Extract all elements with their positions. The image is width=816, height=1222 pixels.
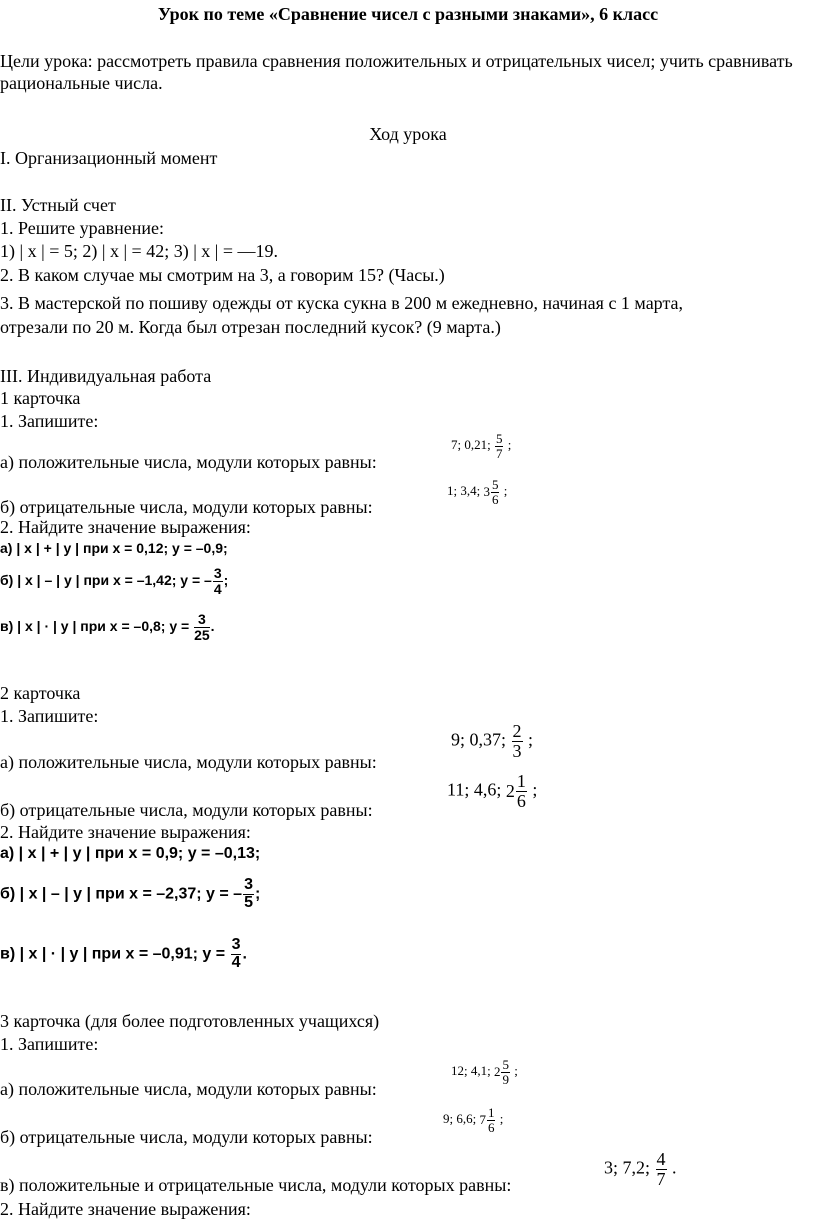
card-3-find: 2. Найдите значение выражения: <box>0 1199 251 1219</box>
card-3-both-label: в) положительные и отрицательные числа, модули которых равны: <box>0 1175 512 1195</box>
card-2-write: 1. Запишите: <box>0 706 99 726</box>
card-2-find: 2. Найдите значение выражения: <box>0 822 251 842</box>
card-2-negative-label: б) отрицательные числа, модули которых равны: <box>0 800 373 820</box>
fraction: $\frac{5}{7}$ <box>495 431 503 461</box>
card-3-positive-label: а) положительные числа, модули которых равны: <box>0 1079 377 1099</box>
card-2-expression-a: а) | x | + | y | при х = 0,9; y = –0,13; <box>0 845 261 862</box>
card-3-title: 3 карточка (для более подготовленных учащихся) <box>0 1011 380 1031</box>
card-1-negative-label: б) отрицательные числа, модули которых равны: <box>0 497 373 517</box>
oral-item-2: 2. В каком случае мы смотрим на 3, а говорим 15? (Часы.) <box>0 265 445 285</box>
mixed-number: 3 $\frac{5}{6}$ <box>483 477 499 507</box>
section-2-heading: II. Устный счет <box>0 195 116 215</box>
card-1-expression-b: б) | x | – | y | при х = –1,42; y = – $\frac{3}{4}$ ; <box>0 565 229 597</box>
card-2-negative-values: 11; 4,6; 2 $\frac{1}{6}$ ; <box>447 771 538 811</box>
lesson-goals: Цели урока: рассмотреть правила сравнения положительных и отрицательных чисел; учить сравнивать рациональные числа. <box>0 51 793 93</box>
card-2-expression-c: в) | x | · | y | при х = –0,91; y = $\frac{3}{4}$ . <box>0 936 247 971</box>
document-title: Урок по теме «Сравнение чисел с разными знаками», 6 класс <box>157 4 659 24</box>
card-1-negative-values: 1; 3,4; 3 $\frac{5}{6}$ ; <box>447 477 508 507</box>
card-2-expression-b: б) | x | – | y | при х = –2,37; y = – $\frac{3}{5}$ ; <box>0 876 261 911</box>
card-3-negative-values: 9; 6,6; 7 $\frac{1}{6}$ ; <box>443 1105 504 1135</box>
oral-item-3-line-1: 3. В мастерской по пошиву одежды от куска сукна в 200 м ежедневно, начиная с 1 марта, <box>0 293 684 313</box>
card-2-positive-label: а) положительные числа, модули которых равны: <box>0 752 377 772</box>
card-3-negative-label: б) отрицательные числа, модули которых равны: <box>0 1127 373 1147</box>
oral-item-1: 1. Решите уравнение: <box>0 218 164 238</box>
card-1-expression-c: в) | x | · | y | при х = –0,8; y = $\frac{3}{25}$ . <box>0 611 215 643</box>
card-3-positive-values: 12; 4,1; 2 $\frac{5}{9}$ ; <box>451 1057 518 1087</box>
card-1-positive-label: а) положительные числа, модули которых равны: <box>0 452 377 472</box>
fraction: $\frac{4}{7}$ <box>656 1149 666 1189</box>
mixed-number: 2 $\frac{5}{9}$ <box>493 1057 509 1087</box>
card-1-expression-a: а) | x | + | y | при х = 0,12; y = –0,9; <box>0 540 228 556</box>
mixed-number: 2 $\frac{1}{6}$ <box>505 771 526 811</box>
section-3-heading: III. Индивидуальная работа <box>0 366 212 386</box>
fraction: $\frac{2}{3}$ <box>512 721 522 761</box>
progress-heading: Ход урока <box>369 124 447 144</box>
card-2-title: 2 карточка <box>0 683 81 703</box>
card-2-positive-values: 9; 0,37; $\frac{2}{3}$ ; <box>451 721 534 761</box>
oral-item-3-line-2: отрезали по 20 м. Когда был отрезан последний кусок? (9 марта.) <box>0 317 501 337</box>
card-1-write: 1. Запишите: <box>0 411 99 431</box>
card-3-both-values: 3; 7,2; $\frac{4}{7}$ . <box>604 1149 677 1189</box>
card-1-find: 2. Найдите значение выражения: <box>0 517 251 537</box>
oral-item-1-equations: 1) | x | = 5; 2) | x | = 42; 3) | x | = —19. <box>0 241 279 261</box>
section-1-heading: I. Организационный момент <box>0 148 218 168</box>
card-3-write: 1. Запишите: <box>0 1034 99 1054</box>
card-1-title: 1 карточка <box>0 388 81 408</box>
card-1-positive-values: 7; 0,21; $\frac{5}{7}$ ; <box>451 431 512 461</box>
mixed-number: 7 $\frac{1}{6}$ <box>479 1105 495 1135</box>
